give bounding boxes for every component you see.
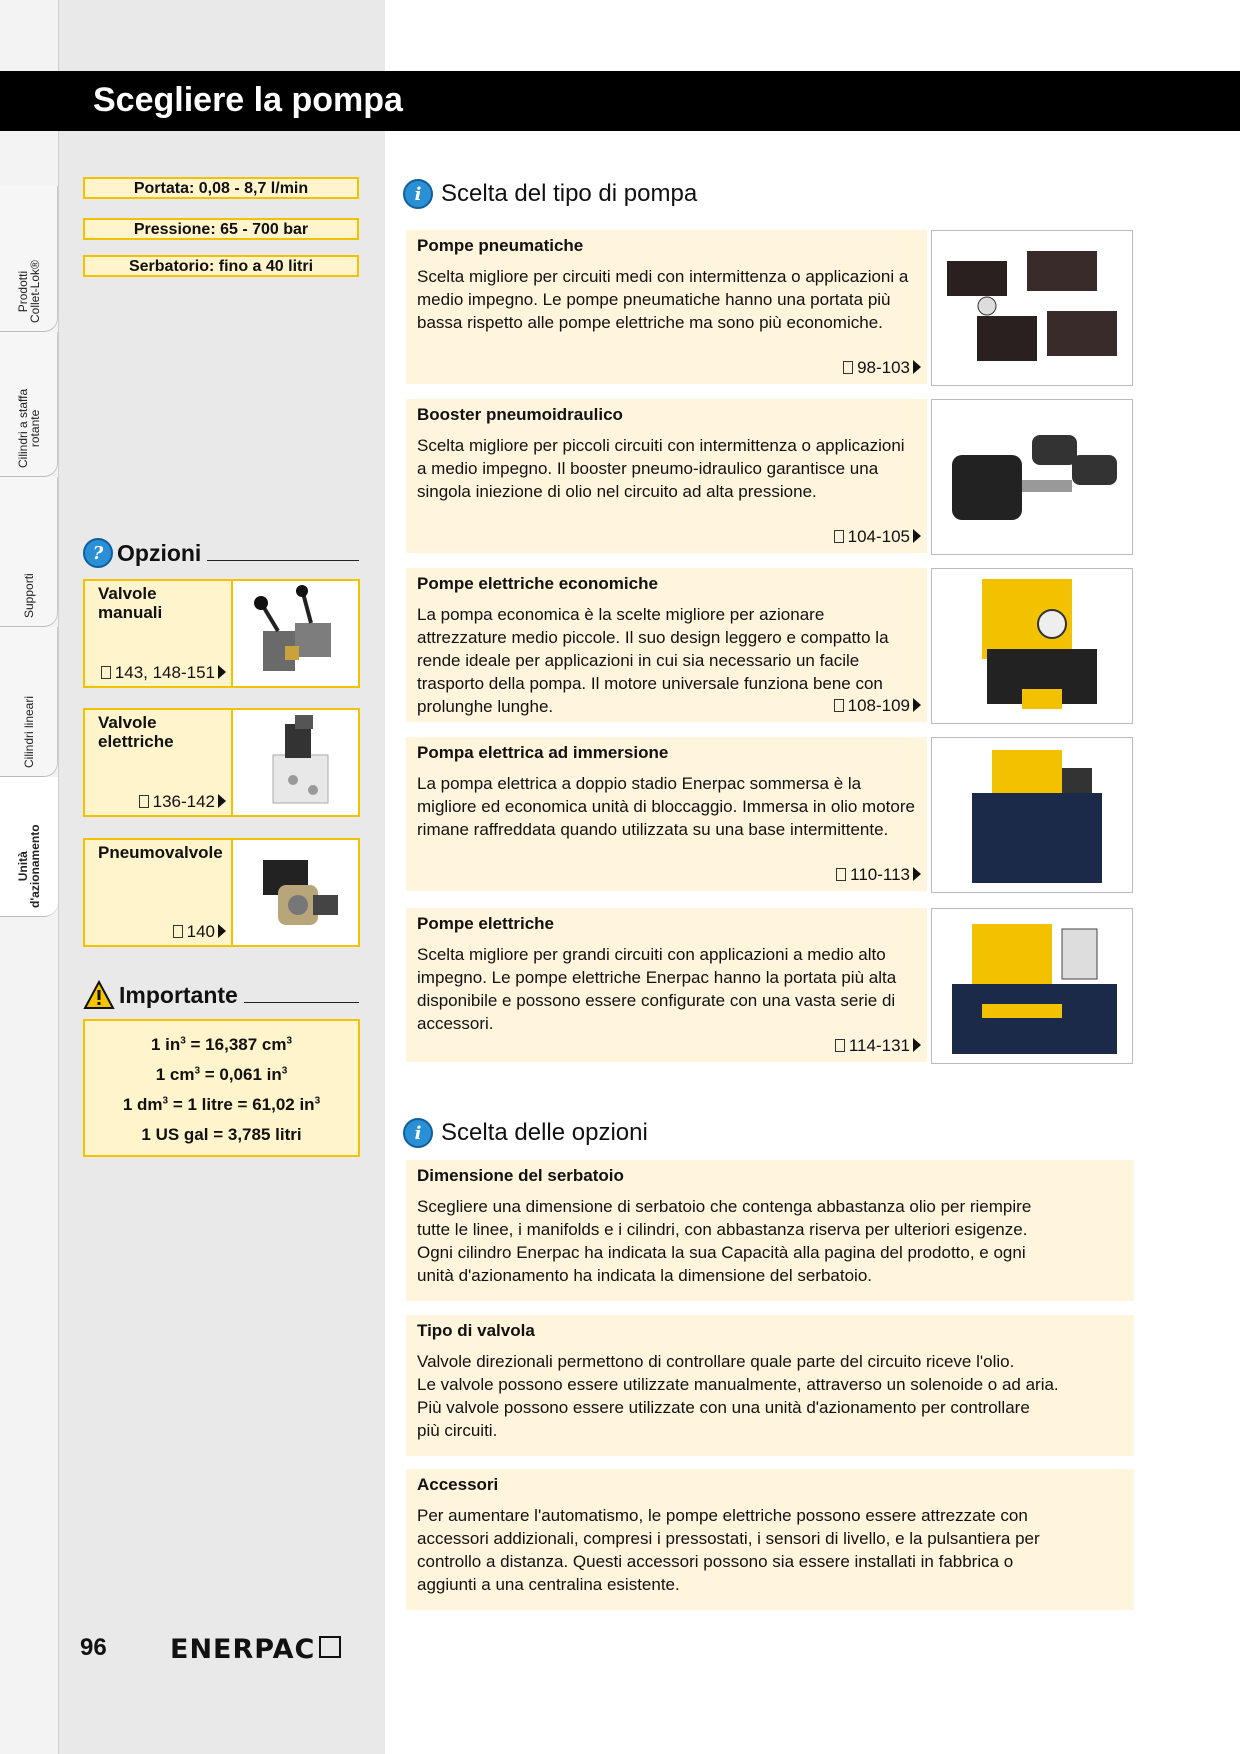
- card-page-ref[interactable]: 104-105: [834, 527, 921, 547]
- pump-card-elettriche: [406, 908, 927, 1062]
- enerpac-logo: ENERPAC: [170, 1634, 341, 1665]
- section-heading-text: Scelta del tipo di pompa: [441, 180, 698, 207]
- side-tab-unita-azionamento[interactable]: [0, 777, 58, 917]
- card-body: Scegliere una dimensione di serbatoio che contenga abbastanza olio per riempire tutte le linee, i manifolds e i cilindri, con abbastanza riserva per ulteriori esigenze. Ogni cilindro Enerpac ha indicata la sua Capacità alla pagina del prodotto, e ogni unità d'azionamento ha indicata la dimensione del serbatoio.: [417, 1197, 1032, 1285]
- option-pneumovalvole[interactable]: [83, 838, 360, 947]
- conversion-line: 1 US gal = 3,785 litri: [141, 1125, 302, 1144]
- conversion-line: 1 $cm^3 = 0,061$ $in^3$: [155, 1065, 288, 1084]
- conversion-line: 1 $dm^3 = 1$ litre = 61,02 $in^3$: [122, 1095, 321, 1114]
- side-tab-cilindri-lineari[interactable]: [0, 627, 58, 777]
- lightbulb-icon: ?: [83, 538, 113, 568]
- card-page-ref[interactable]: 108-109: [834, 696, 921, 716]
- economy-electric-pump-image: [931, 568, 1133, 724]
- spec-serbatoio: Serbatorio: fino a 40 litri: [83, 255, 359, 277]
- manual-valve-image: [231, 581, 358, 686]
- card-body: Scelta migliore per circuiti medi con intermittenza o applicazioni a medio impegno. Le pompe pneumatiche hanno una portata più bassa rispetto alle pompe elettriche ma sono più economiche.: [417, 267, 909, 332]
- card-title: Tipo di valvola: [417, 1321, 535, 1340]
- heading-rule: [207, 560, 359, 561]
- solenoid-valve-image: [231, 710, 358, 815]
- pump-card-economiche: [406, 568, 927, 722]
- option-card-accessori: [406, 1469, 1134, 1610]
- spec-pressione: Pressione: 65 - 700 bar: [83, 218, 359, 240]
- option-valvole-manuali[interactable]: [83, 579, 360, 688]
- conversion-box: [83, 1019, 360, 1157]
- pump-card-immersione: [406, 737, 927, 891]
- card-page-ref[interactable]: 98-103: [843, 358, 921, 378]
- warning-icon: [83, 980, 115, 1010]
- side-tab-collet-lok[interactable]: [0, 186, 58, 332]
- side-tab-label: Cilindri a staffa rotante: [16, 388, 42, 468]
- side-tab-label: Prodotti Collet-Lok®: [16, 260, 42, 323]
- card-title: Accessori: [417, 1475, 499, 1494]
- option-page-ref[interactable]: 143, 148-151: [101, 663, 226, 683]
- section-heading-opzioni: [403, 1118, 648, 1148]
- option-page-ref[interactable]: 140: [173, 922, 226, 942]
- card-body: La pompa elettrica a doppio stadio Enerpac sommersa è la migliore ed economica unità di bloccaggio. Immersa in olio motore rimane raffreddata quando utilizzata su una base intermittente.: [417, 774, 915, 839]
- page-title: Scegliere la pompa: [93, 81, 403, 119]
- card-title: Pompa elettrica ad immersione: [417, 743, 669, 762]
- opzioni-heading: [83, 538, 359, 568]
- info-icon: i: [403, 1118, 433, 1148]
- wrench-icon: [319, 1636, 341, 1658]
- option-label: Valvole elettriche: [98, 713, 174, 751]
- card-page-ref[interactable]: 110-113: [836, 865, 921, 885]
- card-title: Pompe pneumatiche: [417, 236, 584, 255]
- card-title: Dimensione del serbatoio: [417, 1166, 624, 1185]
- side-tab-cilindri-staffa[interactable]: [0, 332, 58, 477]
- card-page-ref[interactable]: 114-131: [835, 1036, 921, 1056]
- side-tab-label: Unità d'azionamento: [16, 824, 42, 908]
- importante-heading: [83, 980, 359, 1010]
- card-body: Scelta migliore per grandi circuiti con applicazioni a medio alto impegno. Le pompe elettriche Enerpac hanno la portata più alta disponibile e possono essere configurate con una vasta serie di accessori.: [417, 945, 897, 1033]
- pneumatic-pump-image: [931, 230, 1133, 386]
- opzioni-heading-text: Opzioni: [117, 539, 202, 566]
- pneumatic-valve-image: [231, 840, 358, 945]
- info-icon: i: [403, 179, 433, 209]
- option-card-serbatoio: [406, 1160, 1134, 1301]
- option-valvole-elettriche[interactable]: [83, 708, 360, 817]
- heading-rule: [244, 1002, 359, 1003]
- importante-heading-text: Importante: [119, 981, 238, 1008]
- option-card-valvola: [406, 1315, 1134, 1456]
- booster-image: [931, 399, 1133, 555]
- pump-card-booster: [406, 399, 927, 553]
- side-tab-label: Supporti: [22, 573, 36, 618]
- section-heading-text: Scelta delle opzioni: [441, 1119, 648, 1146]
- spec-portata: Portata: 0,08 - 8,7 l/min: [83, 177, 359, 199]
- title-bar: [0, 71, 1240, 131]
- card-body: Valvole direzionali permettono di controllare quale parte del circuito riceve l'olio. Le valvole possono essere utilizzate manualmente, attraverso un solenoide o ad aria. Più valvole possono essere utilizzate con una unità d'azionamento per controllare più circuiti.: [417, 1352, 1059, 1440]
- side-tab-supporti[interactable]: [0, 477, 58, 627]
- section-heading-tipo-pompa: [403, 179, 697, 209]
- card-body: Scelta migliore per piccoli circuiti con intermittenza o applicazioni a medio impegno. Il booster pneumo-idraulico garantisce una singola iniezione di olio nel circuito ad alta pressione.: [417, 436, 905, 501]
- pump-card-pneumatiche: [406, 230, 927, 384]
- option-label: Pneumovalvole: [98, 843, 223, 862]
- side-tab-label: Cilindri lineari: [22, 695, 36, 768]
- card-title: Pompe elettriche: [417, 914, 554, 933]
- page-number: 96: [80, 1634, 107, 1661]
- option-page-ref[interactable]: 136-142: [139, 792, 226, 812]
- submerged-pump-image: [931, 737, 1133, 893]
- card-title: Booster pneumoidraulico: [417, 405, 623, 424]
- option-label: Valvole manuali: [98, 584, 163, 622]
- card-title: Pompe elettriche economiche: [417, 574, 658, 593]
- conversion-line: 1 $in^3 = 16,387$ $cm^3$: [150, 1035, 293, 1054]
- electric-pump-image: [931, 908, 1133, 1064]
- card-body: La pompa economica è la scelte migliore per azionare attrezzature medio piccole. Il suo design leggero e compatto la rende ideale per applicazioni in cui sia necessario un facile trasporto della pompa. Il motore universale funziona bene con prolunghe lunghe.: [417, 605, 889, 716]
- card-body: Per aumentare l'automatismo, le pompe elettriche possono essere attrezzate con accessori addizionali, compresi i pressostati, i sensori di livello, e la pulsantiera per controllo a distanza. Questi accessori possono sia essere installati in fabbrica o aggiunti a una centralina esistente.: [417, 1506, 1040, 1594]
